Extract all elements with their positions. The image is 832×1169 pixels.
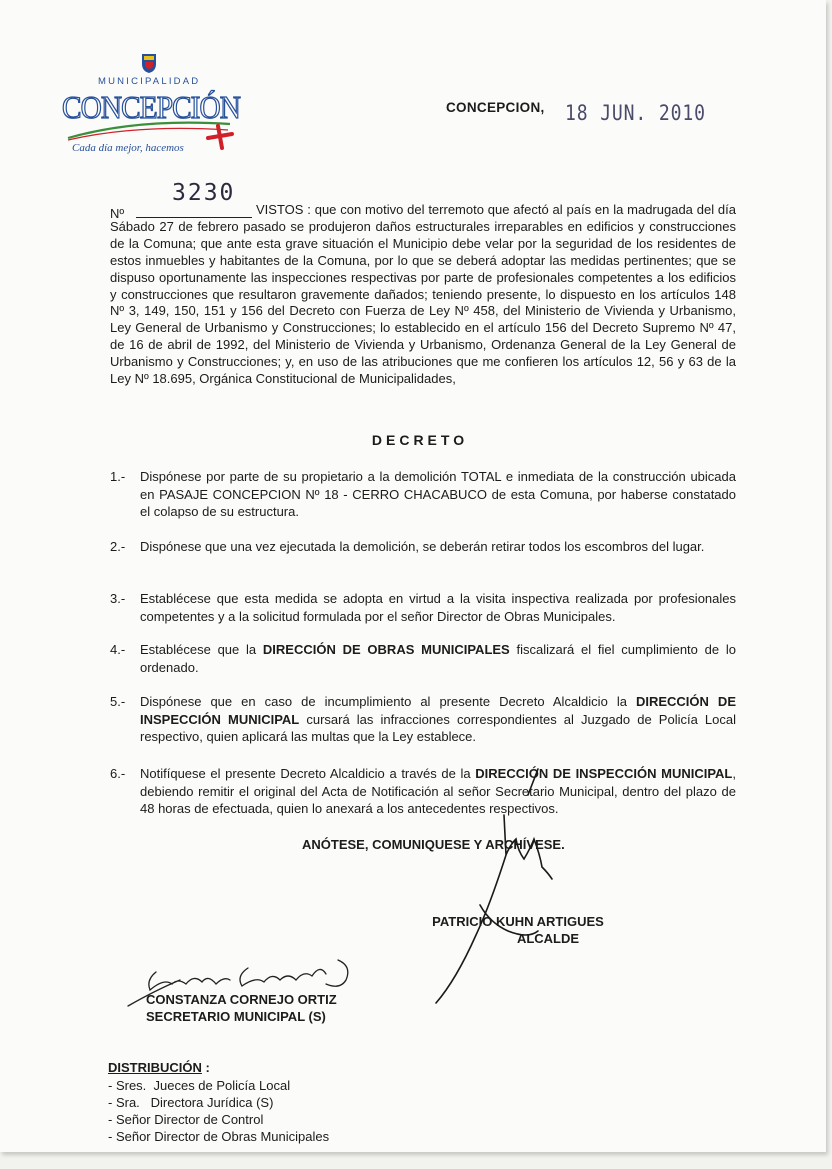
item-text-part: Establécese que esta medida se adopta en virtud a la visita inspectiva realizada por profesionales competentes y a la solicitud formulada por el señor Director de Obras Municipales. [140,591,736,624]
item-text-bold: DIRECCIÓN DE INSPECCIÓN MUNICIPAL [475,766,733,781]
item-number: 1.- [110,469,126,484]
mayor-title: ALCALDE [516,931,580,946]
decree-item [110,590,736,625]
mayor-name: PATRICIO KUHN ARTIGUES [432,914,604,929]
item-text [140,468,736,521]
item-text [140,641,736,676]
decree-item [110,765,736,818]
item-text-part: Dispónese por parte de su propietario a la demolición TOTAL e inmediata de la construcción ubicada en PASAJE CONCEPCION Nº 18 - CERRO CHACABUCO de esta Comuna, por haberse constatado el colapso de su estructura. [140,469,736,519]
item-text-part: cursará las infracciones correspondientes al Juzgado de Policía Local respectivo, quien aplicará las multas que la Ley establece. [140,711,736,744]
item-text [140,590,736,625]
item-text-bold: DIRECCIÓN DE OBRAS MUNICIPALES [262,642,510,657]
distribution-title-text: DISTRIBUCIÓN [108,1060,202,1075]
distribution-item: - Sres. Jueces de Policía Local [108,1078,291,1093]
decree-item [110,538,736,556]
item-number: 3.- [110,591,126,606]
secretary-signature-block [146,991,337,1025]
item-number: 4.- [110,642,126,657]
closing-formula: ANÓTESE, COMUNIQUESE Y ARCHÍVESE. [302,837,565,852]
logo-slogan-text: Cada día mejor, hacemos [72,142,184,154]
secretary-name: CONSTANZA CORNEJO ORTIZ [146,992,337,1007]
decree-number-label: Nº [110,206,125,221]
distribution-suffix: : [201,1060,210,1075]
item-text-part: Dispónese que en caso de incumplimiento al presente Decreto Alcaldicio la [140,694,636,709]
decree-item [110,468,736,521]
item-text-bold: DIRECCIÓN DE INSPECCIÓN MUNICIPAL [140,694,736,727]
item-text [140,765,736,818]
date-stamp: 18 JUN. 2010 [565,101,706,125]
item-text-part: , debiendo remitir el original del Acta de Notificación al señor Secretario Municipal, dentro del plazo de 48 horas de efectuada, quien lo anexará a los antecedentes respectivos. [140,766,737,816]
item-number: 6.- [110,766,126,781]
distribution-item: - Señor Director de Obras Municipales [108,1129,330,1144]
decree-item [110,641,736,676]
mayor-signature-block [426,913,610,947]
item-number: 5.- [110,694,126,709]
item-text-part: Establécese que la [140,642,263,657]
city-label: CONCEPCION, [446,100,545,115]
item-text-part: Notifíquese el presente Decreto Alcaldicio a través de la [140,766,476,781]
municipality-logo [58,52,248,157]
secretary-title: SECRETARIO MUNICIPAL (S) [146,1009,326,1024]
distribution-heading [108,1060,210,1075]
item-text [140,693,736,746]
logo-top-text: MUNICIPALIDAD [98,76,201,87]
item-text-part: Dispónese que una vez ejecutada la demolición, se deberán retirar todos los escombros del lugar. [140,539,705,554]
item-text-part: fiscalizará el fiel cumplimiento de lo ordenado. [140,642,736,675]
decree-item [110,693,736,746]
crest-icon [142,54,156,73]
item-text [140,538,736,556]
item-number: 2.- [110,539,126,554]
distribution-list [108,1077,329,1145]
distribution-item: - Sra. Directora Jurídica (S) [108,1095,274,1110]
logo-name-text: CONCEPCIÓN [62,89,241,125]
decree-number-value: 3230 [172,180,236,206]
vistos-paragraph: VISTOS : que con motivo del terremoto que afectó al país en la madrugada del día Sábado 27 de febrero pasado se produjeron daños estructurales irreparables en edificios y construcciones de la Comuna; que ante esta grave situación el Municipio debe velar por la seguridad de los residentes de estos inmuebles y habitantes de la Comuna, por lo que se deberá adoptar las medidas pertinentes; que se dispuso oportunamente las inspecciones respectivas por parte de profesionales competentes a los edificios y construcciones que resultaron gravemente dañados; teniendo presente, lo dispuesto en los artículos 148 Nº 3, 149, 150, 151 y 156 del Decreto con Fuerza de Ley Nº 458, del Ministerio de Vivienda y Urbanismo, Ley General de Urbanismo y Construcciones; lo establecido en el artículo 156 del Decreto Supremo Nº 47, de 16 de abril de 1992, del Ministerio de Vivienda y Urbanismo, Ordenanza General de la Ley General de Urbanismo y Construcciones; y, en uso de las atribuciones que me confieren los artículos 12, 56 y 63 de la Ley Nº 18.695, Orgánica Constitucional de Municipalidades, [110,202,736,387]
decreto-heading: DECRETO [371,432,469,448]
distribution-item: - Señor Director de Control [108,1112,264,1127]
